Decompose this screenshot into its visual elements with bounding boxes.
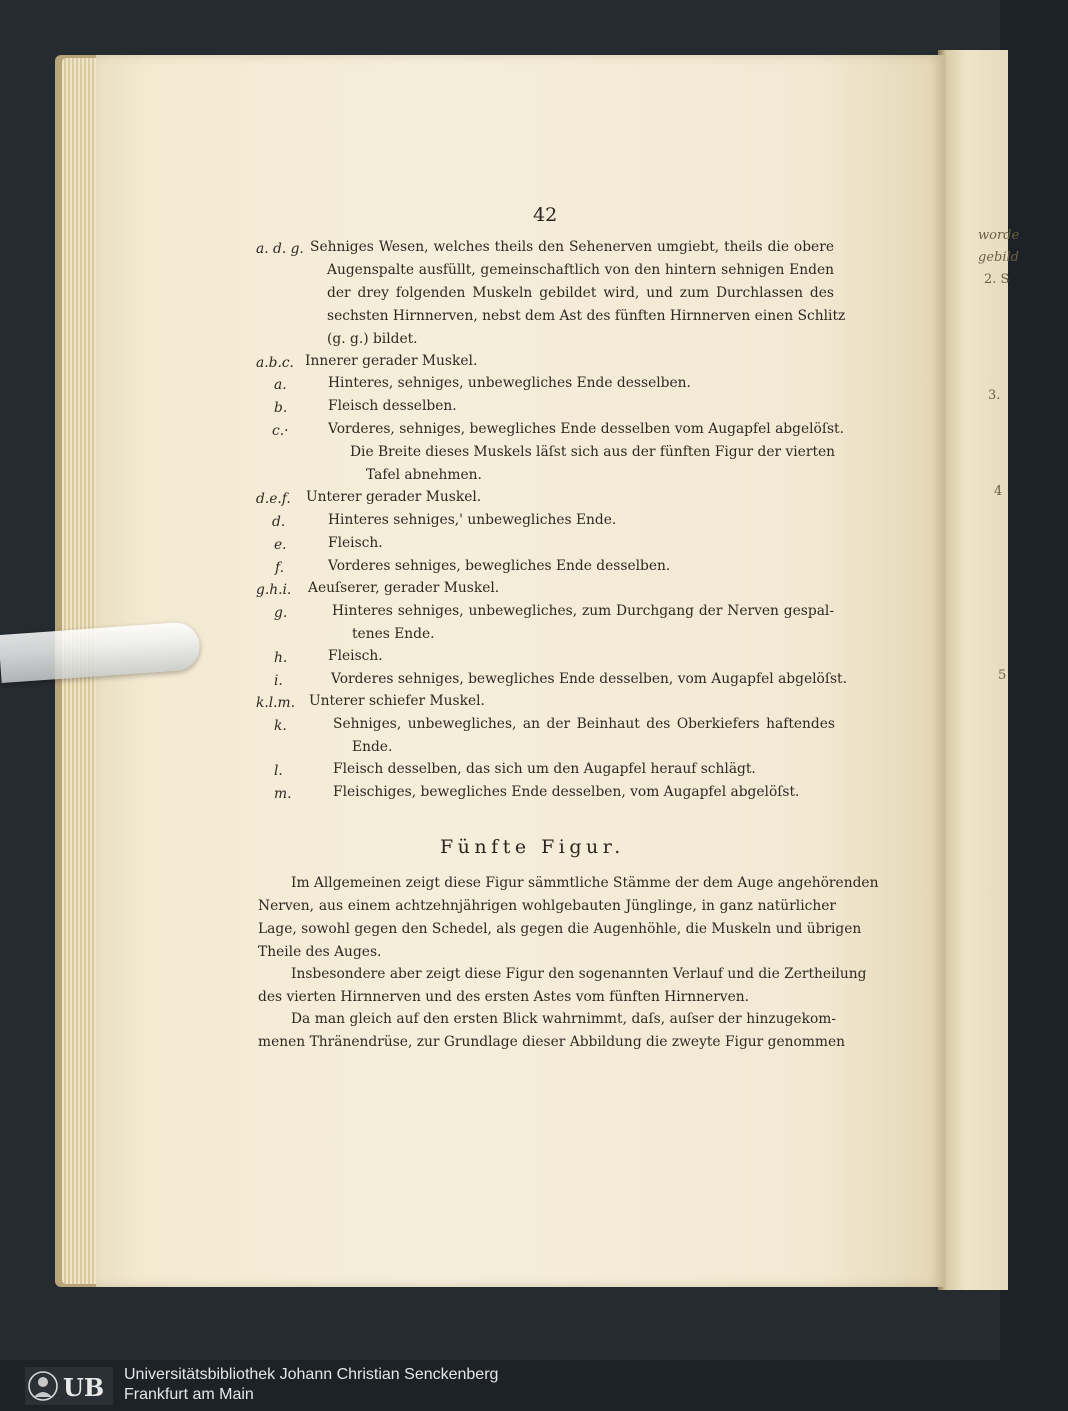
entry-text: Hinteres, sehniges, unbewegliches Ende desselben. — [328, 375, 691, 391]
entry-text: Sehniges, unbewegliches, an der Beinhaut des Oberkiefers haftendes — [333, 716, 835, 732]
footer-institution[interactable]: Universitätsbibliothek Johann Christian Senckenberg — [124, 1366, 499, 1383]
entry-label: f. — [275, 560, 285, 576]
facing-fragment: 5 — [998, 668, 1007, 683]
entry-text: der drey folgenden Muskeln gebildet wird, und zum Durchlassen des — [327, 285, 834, 301]
entry-text: Unterer gerader Muskel. — [306, 489, 482, 505]
page-number: 42 — [533, 204, 558, 226]
logo-text: UB — [63, 1373, 105, 1402]
entry-label: g.h.i. — [256, 582, 292, 598]
entry-text: Vorderes, sehniges, bewegliches Ende desselben vom Augapfel abgelöſst. — [328, 421, 844, 437]
entry-text: tenes Ende. — [352, 626, 435, 642]
entry-text: sechsten Hirnnerven, nebst dem Ast des fünften Hirnnerven einen Schlitz — [327, 308, 846, 324]
facing-fragment: 4 — [994, 484, 1003, 499]
entry-label: m. — [274, 786, 292, 802]
facing-fragment: 2. S — [984, 272, 1010, 287]
entry-text: Augenspalte ausfüllt, gemeinschaftlich von den hintern sehnigen Enden — [327, 262, 834, 278]
entry-text: Ende. — [352, 739, 393, 755]
entry-text: Fleischiges, bewegliches Ende desselben, vom Augapfel abgelöſst. — [333, 784, 800, 800]
entry-text: (g. g.) bildet. — [327, 331, 418, 347]
entry-label: a. — [274, 377, 287, 393]
entry-text: Hinteres sehniges,' unbewegliches Ende. — [328, 512, 617, 528]
paragraph-line: Im Allgemeinen zeigt diese Figur sämmtliche Stämme der dem Auge angehörenden — [291, 875, 879, 891]
facing-fragment: gebild — [978, 250, 1019, 265]
paragraph-line: Lage, sowohl gegen den Schedel, als gegen die Augenhöhle, die Muskeln und übrigen — [258, 921, 862, 937]
entry-label: k. — [274, 718, 287, 734]
library-logo — [25, 1367, 113, 1405]
entry-text: Vorderes sehniges, bewegliches Ende desselben, vom Augapfel abgelöſst. — [331, 671, 847, 687]
entry-label: i. — [274, 673, 283, 689]
entry-label: c.· — [272, 423, 289, 439]
entry-label: a.b.c. — [256, 355, 294, 371]
entry-text: Fleisch. — [328, 648, 383, 664]
section-heading: Fünfte Figur. — [440, 836, 625, 858]
entry-text: Hinteres sehniges, unbewegliches, zum Durchgang der Nerven gespal- — [332, 603, 834, 619]
entry-text: Fleisch. — [328, 535, 383, 551]
paragraph-line: des vierten Hirnnerven und des ersten Astes vom fünften Hirnnerven. — [258, 989, 750, 1005]
entry-text: Unterer schiefer Muskel. — [309, 693, 485, 709]
entry-label: b. — [274, 400, 288, 416]
entry-label: e. — [274, 537, 287, 553]
footer-city: Frankfurt am Main — [124, 1386, 254, 1403]
entry-text: Aeuſserer, gerader Muskel. — [308, 580, 500, 596]
entry-label: a. d. g. — [256, 241, 304, 257]
facing-page — [938, 50, 1020, 1290]
entry-text: Vorderes sehniges, bewegliches Ende desselben. — [328, 558, 671, 574]
entry-label: g. — [274, 605, 288, 621]
paragraph-line: Insbesondere aber zeigt diese Figur den sogenannten Verlauf und die Zertheilung — [291, 966, 867, 982]
paragraph-line: Nerven, aus einem achtzehnjährigen wohlgebauten Jünglinge, in ganz natürlicher — [258, 898, 836, 914]
portrait-icon-head — [38, 1377, 48, 1387]
facing-fragment: 3. — [988, 388, 1001, 403]
entry-text: Innerer gerader Muskel. — [305, 353, 478, 369]
entry-label: k.l.m. — [256, 695, 296, 711]
entry-label: h. — [274, 650, 288, 666]
entry-label: l. — [274, 763, 283, 779]
entry-label: d. — [272, 514, 286, 530]
paragraph-line: Da man gleich auf den ersten Blick wahrnimmt, daſs, auſser der hinzugekom- — [291, 1011, 836, 1027]
paragraph-line: Theile des Auges. — [258, 944, 382, 960]
paragraph-line: menen Thränendrüse, zur Grundlage dieser Abbildung die zweyte Figur genommen — [258, 1034, 846, 1050]
entry-label: d.e.f. — [256, 491, 291, 507]
entry-text: Fleisch desselben. — [328, 398, 457, 414]
facing-fragment: worde — [978, 228, 1020, 243]
entry-text: Fleisch desselben, das sich um den Augapfel herauf schlägt. — [333, 761, 756, 777]
entry-note: Tafel abnehmen. — [366, 467, 482, 483]
entry-note: Die Breite dieses Muskels läſst sich aus der fünften Figur der vierten — [350, 444, 836, 460]
entry-text: Sehniges Wesen, welches theils den Sehenerven umgiebt, theils die obere — [310, 239, 834, 255]
